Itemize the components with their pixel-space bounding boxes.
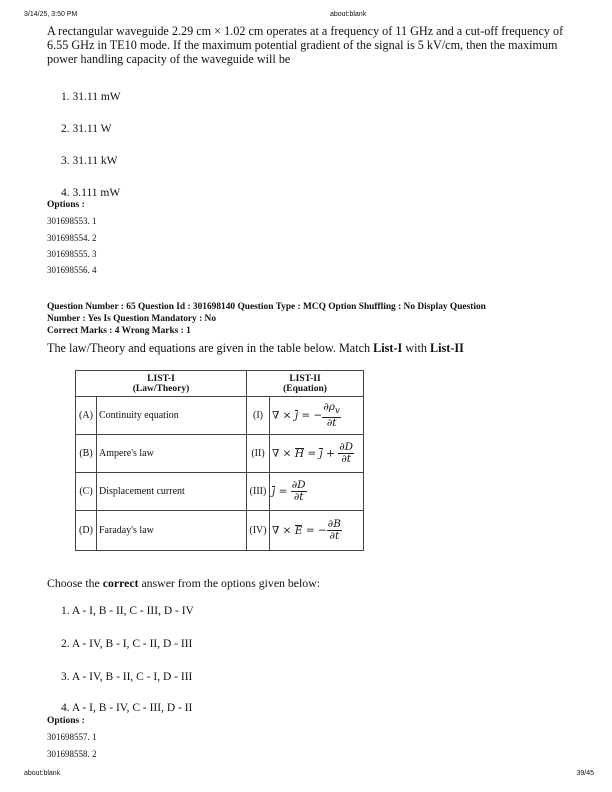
- row-b-label: (B): [76, 435, 97, 473]
- eq2-plus: +: [322, 447, 339, 460]
- eq1-fraction: [322, 402, 341, 429]
- eq4-equals: = −: [302, 524, 327, 537]
- eq1-num-text: ∂ρ: [323, 400, 335, 413]
- list1-header: [76, 371, 247, 397]
- list1-title: LIST-I: [147, 373, 175, 384]
- row-c-label: (C): [76, 473, 97, 511]
- question2-option-3: 3. A - IV, B - II, C - I, D - III: [61, 671, 193, 683]
- eq3-equals: =: [275, 485, 291, 498]
- question2-option-2: 2. A - IV, B - I, C - II, D - III: [61, 638, 193, 650]
- question2-marks: Correct Marks : 4 Wrong Marks : 1: [47, 326, 191, 336]
- question1-option-id-4: 301698556. 4: [47, 265, 97, 275]
- question2-list1: List-I: [373, 341, 403, 355]
- row-a-label: (A): [76, 397, 97, 435]
- eq4-e-vector: E: [294, 524, 303, 537]
- question1-option-id-3: 301698555. 3: [47, 249, 97, 259]
- eq3-j-vector: j: [272, 485, 276, 498]
- list2-subtitle: (Equation): [283, 383, 327, 394]
- row-d-law: Faraday's law: [97, 511, 247, 551]
- question1-option-id-1: 301698553. 1: [47, 216, 97, 226]
- row-iv-label: (IV): [247, 511, 270, 551]
- row-i-label: (I): [247, 397, 270, 435]
- print-timestamp: 3/14/25, 3:50 PM: [24, 11, 78, 18]
- equation-continuity: [270, 397, 364, 435]
- eq1-subscript: v: [334, 406, 340, 417]
- row-b-law: Ampere's law: [97, 435, 247, 473]
- eq1-denominator: ∂t: [326, 417, 337, 430]
- eq4-nabla: ∇ ×: [272, 524, 295, 537]
- question2-options-label: Options :: [47, 716, 85, 726]
- question1-option-3: 3. 31.11 kW: [61, 155, 118, 167]
- eq3-denominator: ∂t: [293, 491, 304, 503]
- table-row: [76, 435, 364, 473]
- question1-option-id-2: 301698554. 2: [47, 233, 97, 243]
- eq4-denominator: ∂t: [329, 530, 340, 542]
- row-iii-label: (III): [247, 473, 270, 511]
- eq3-numerator: ∂D: [291, 479, 306, 491]
- row-d-label: (D): [76, 511, 97, 551]
- row-a-law: Continuity equation: [97, 397, 247, 435]
- eq1-nabla: ∇ ×: [272, 409, 295, 422]
- equation-displacement: [270, 473, 364, 511]
- page-number: 39/45: [576, 770, 594, 777]
- question2-option-4: 4. A - I, B - IV, C - III, D - II: [61, 702, 193, 714]
- eq2-equals: =: [303, 447, 320, 460]
- question2-meta: [47, 301, 577, 337]
- question2-text: [47, 341, 464, 356]
- eq2-j-vector: j: [319, 447, 323, 460]
- question2-option-id-2: 301698558. 2: [47, 749, 97, 759]
- eq2-numerator: ∂D: [339, 441, 354, 453]
- eq2-denominator: ∂t: [341, 453, 351, 465]
- choose-prefix: Choose the: [47, 576, 103, 590]
- table-row: [76, 397, 364, 435]
- question2-text-mid: with: [402, 341, 431, 355]
- question2-option-id-1: 301698557. 1: [47, 732, 97, 742]
- question1-option-1: 1. 31.11 mW: [61, 91, 121, 103]
- eq2-nabla: ∇ ×: [272, 447, 295, 460]
- question2-meta-line1: Question Number : 65 Question Id : 301698140 Question Type : MCQ Option Shuffling : No Display Question: [47, 302, 486, 312]
- list2-title: LIST-II: [289, 373, 321, 384]
- row-ii-label: (II): [247, 435, 270, 473]
- question1-options-label: Options :: [47, 200, 85, 210]
- choose-bold: correct: [102, 576, 139, 590]
- eq1-numerator: [322, 402, 341, 418]
- question2-list2: List-II: [430, 341, 464, 355]
- question1-option-4: 4. 3.111 mW: [61, 187, 121, 199]
- eq1-j-vector: j: [294, 409, 299, 422]
- eq1-equals: = −: [298, 409, 323, 422]
- equation-faraday: [270, 511, 364, 551]
- question2-meta-line2: Number : Yes Is Question Mandatory : No: [47, 314, 217, 324]
- question2-option-1: 1. A - I, B - II, C - III, D - IV: [61, 605, 194, 617]
- table-row: [76, 511, 364, 551]
- question1-text: A rectangular waveguide 2.29 cm × 1.02 cm operates at a frequency of 11 GHz and a cut-off frequency of 6.55 GHz in TE10 mode. If the maximum potential gradient of the signal is 5 kV/cm, then the maximum power handling capacity of the waveguide will be: [47, 24, 564, 67]
- match-table: [75, 370, 364, 551]
- row-c-law: Displacement current: [97, 473, 247, 511]
- choose-instruction: [47, 576, 320, 591]
- eq3-fraction: [291, 480, 307, 503]
- table-row: [76, 473, 364, 511]
- question2-text-prefix: The law/Theory and equations are given in the table below. Match: [47, 341, 374, 355]
- equation-ampere: [270, 435, 364, 473]
- eq4-numerator: ∂B: [327, 518, 341, 530]
- choose-suffix: answer from the options given below:: [138, 576, 321, 590]
- eq2-h-vector: H: [294, 447, 304, 460]
- page-title: about:blank: [330, 11, 367, 18]
- list2-header: [247, 371, 364, 397]
- eq2-fraction: [338, 442, 354, 465]
- question1-option-2: 2. 31.11 W: [61, 123, 112, 135]
- eq4-fraction: [327, 519, 342, 542]
- list1-subtitle: (Law/Theory): [132, 383, 190, 394]
- footer-url: about:blank: [24, 770, 61, 777]
